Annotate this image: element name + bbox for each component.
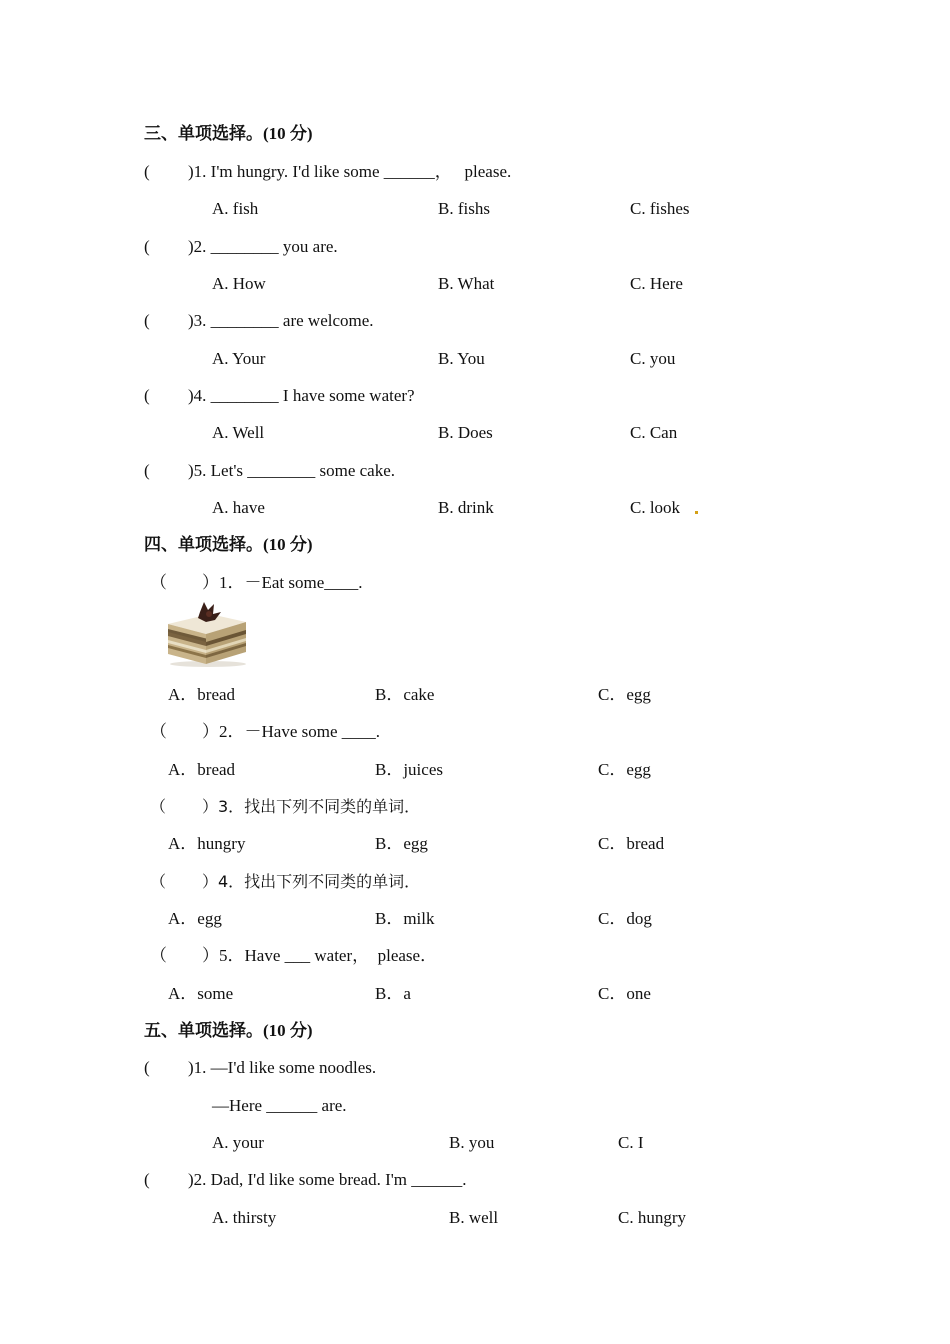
question-paren: （ <box>150 872 167 891</box>
option-c: C．egg <box>598 760 651 779</box>
question-stem: )4. ________ I have some water? <box>188 386 415 405</box>
option-a: A. How <box>212 274 266 293</box>
option-b: B. fishs <box>438 199 490 218</box>
option-a: A．egg <box>168 909 222 928</box>
question-stem: )1. —I'd like some noodles. <box>188 1058 377 1077</box>
option-b: B．a <box>375 984 411 1003</box>
option-b: B. drink <box>438 498 494 517</box>
question-stem: ）5．Have ___ water， please． <box>202 946 438 965</box>
option-a: A. Your <box>212 349 266 368</box>
question-paren: （ <box>150 946 167 965</box>
option-b: B．egg <box>375 834 428 853</box>
option-b: B. What <box>438 274 495 293</box>
option-a: A．some <box>168 984 234 1003</box>
question-stem: )2. Dad, I'd like some bread. I'm ______. <box>188 1170 467 1189</box>
question-stem: )1. I'm hungry. I'd like some ______， please. <box>188 162 512 181</box>
option-a: A．bread <box>168 760 236 779</box>
question-stem: ）2．－Have some ____. <box>202 722 381 741</box>
question-paren: ( <box>144 461 150 480</box>
option-a: A. fish <box>212 199 259 218</box>
question-paren: ( <box>144 237 150 256</box>
question-stem: ）1．－Eat some____. <box>202 573 363 592</box>
option-c: C. hungry <box>618 1208 686 1227</box>
option-a: A. thirsty <box>212 1208 277 1227</box>
option-c: C. Here <box>630 274 683 293</box>
stray-dot <box>695 511 698 514</box>
option-c: C．dog <box>598 909 652 928</box>
question-stem: ）4．找出下列不同类的单词． <box>202 872 421 891</box>
option-c: C. look <box>630 498 681 517</box>
question-stem: )3. ________ are welcome. <box>188 311 374 330</box>
option-b: B．milk <box>375 909 435 928</box>
option-c: C. Can <box>630 423 678 442</box>
question-paren: ( <box>144 386 150 405</box>
option-c: C．one <box>598 984 651 1003</box>
option-a: A．hungry <box>168 834 246 853</box>
option-b: B．juices <box>375 760 443 779</box>
question-paren: （ <box>150 722 167 741</box>
question-stem: )2. ________ you are. <box>188 237 338 256</box>
question-paren: ( <box>144 1170 150 1189</box>
option-b: B. well <box>449 1208 499 1227</box>
option-b: B. Does <box>438 423 493 442</box>
option-c: C．bread <box>598 834 665 853</box>
question-sub-line: —Here ______ are. <box>212 1096 347 1115</box>
question-paren: ( <box>144 311 150 330</box>
option-a: A. have <box>212 498 265 517</box>
option-c: C. fishes <box>630 199 690 218</box>
option-a: A．bread <box>168 685 236 704</box>
section-heading-4: 四、单项选择。(10 分) <box>144 535 313 554</box>
question-stem: )5. Let's ________ some cake. <box>188 461 396 480</box>
option-c: C. you <box>630 349 676 368</box>
option-a: A. your <box>212 1133 264 1152</box>
cake-image <box>166 602 248 668</box>
option-c: C. I <box>618 1133 644 1152</box>
section-heading-3: 三、单项选择。(10 分) <box>144 124 313 143</box>
question-paren: ( <box>144 162 150 181</box>
section-heading-5: 五、单项选择。(10 分) <box>144 1021 313 1040</box>
question-paren: （ <box>150 797 167 816</box>
question-paren: ( <box>144 1058 150 1077</box>
option-b: B. You <box>438 349 485 368</box>
option-b: B．cake <box>375 685 435 704</box>
option-b: B. you <box>449 1133 495 1152</box>
question-paren: （ <box>150 573 167 592</box>
question-stem: ）3．找出下列不同类的单词． <box>202 797 421 816</box>
option-c: C．egg <box>598 685 651 704</box>
option-a: A. Well <box>212 423 265 442</box>
